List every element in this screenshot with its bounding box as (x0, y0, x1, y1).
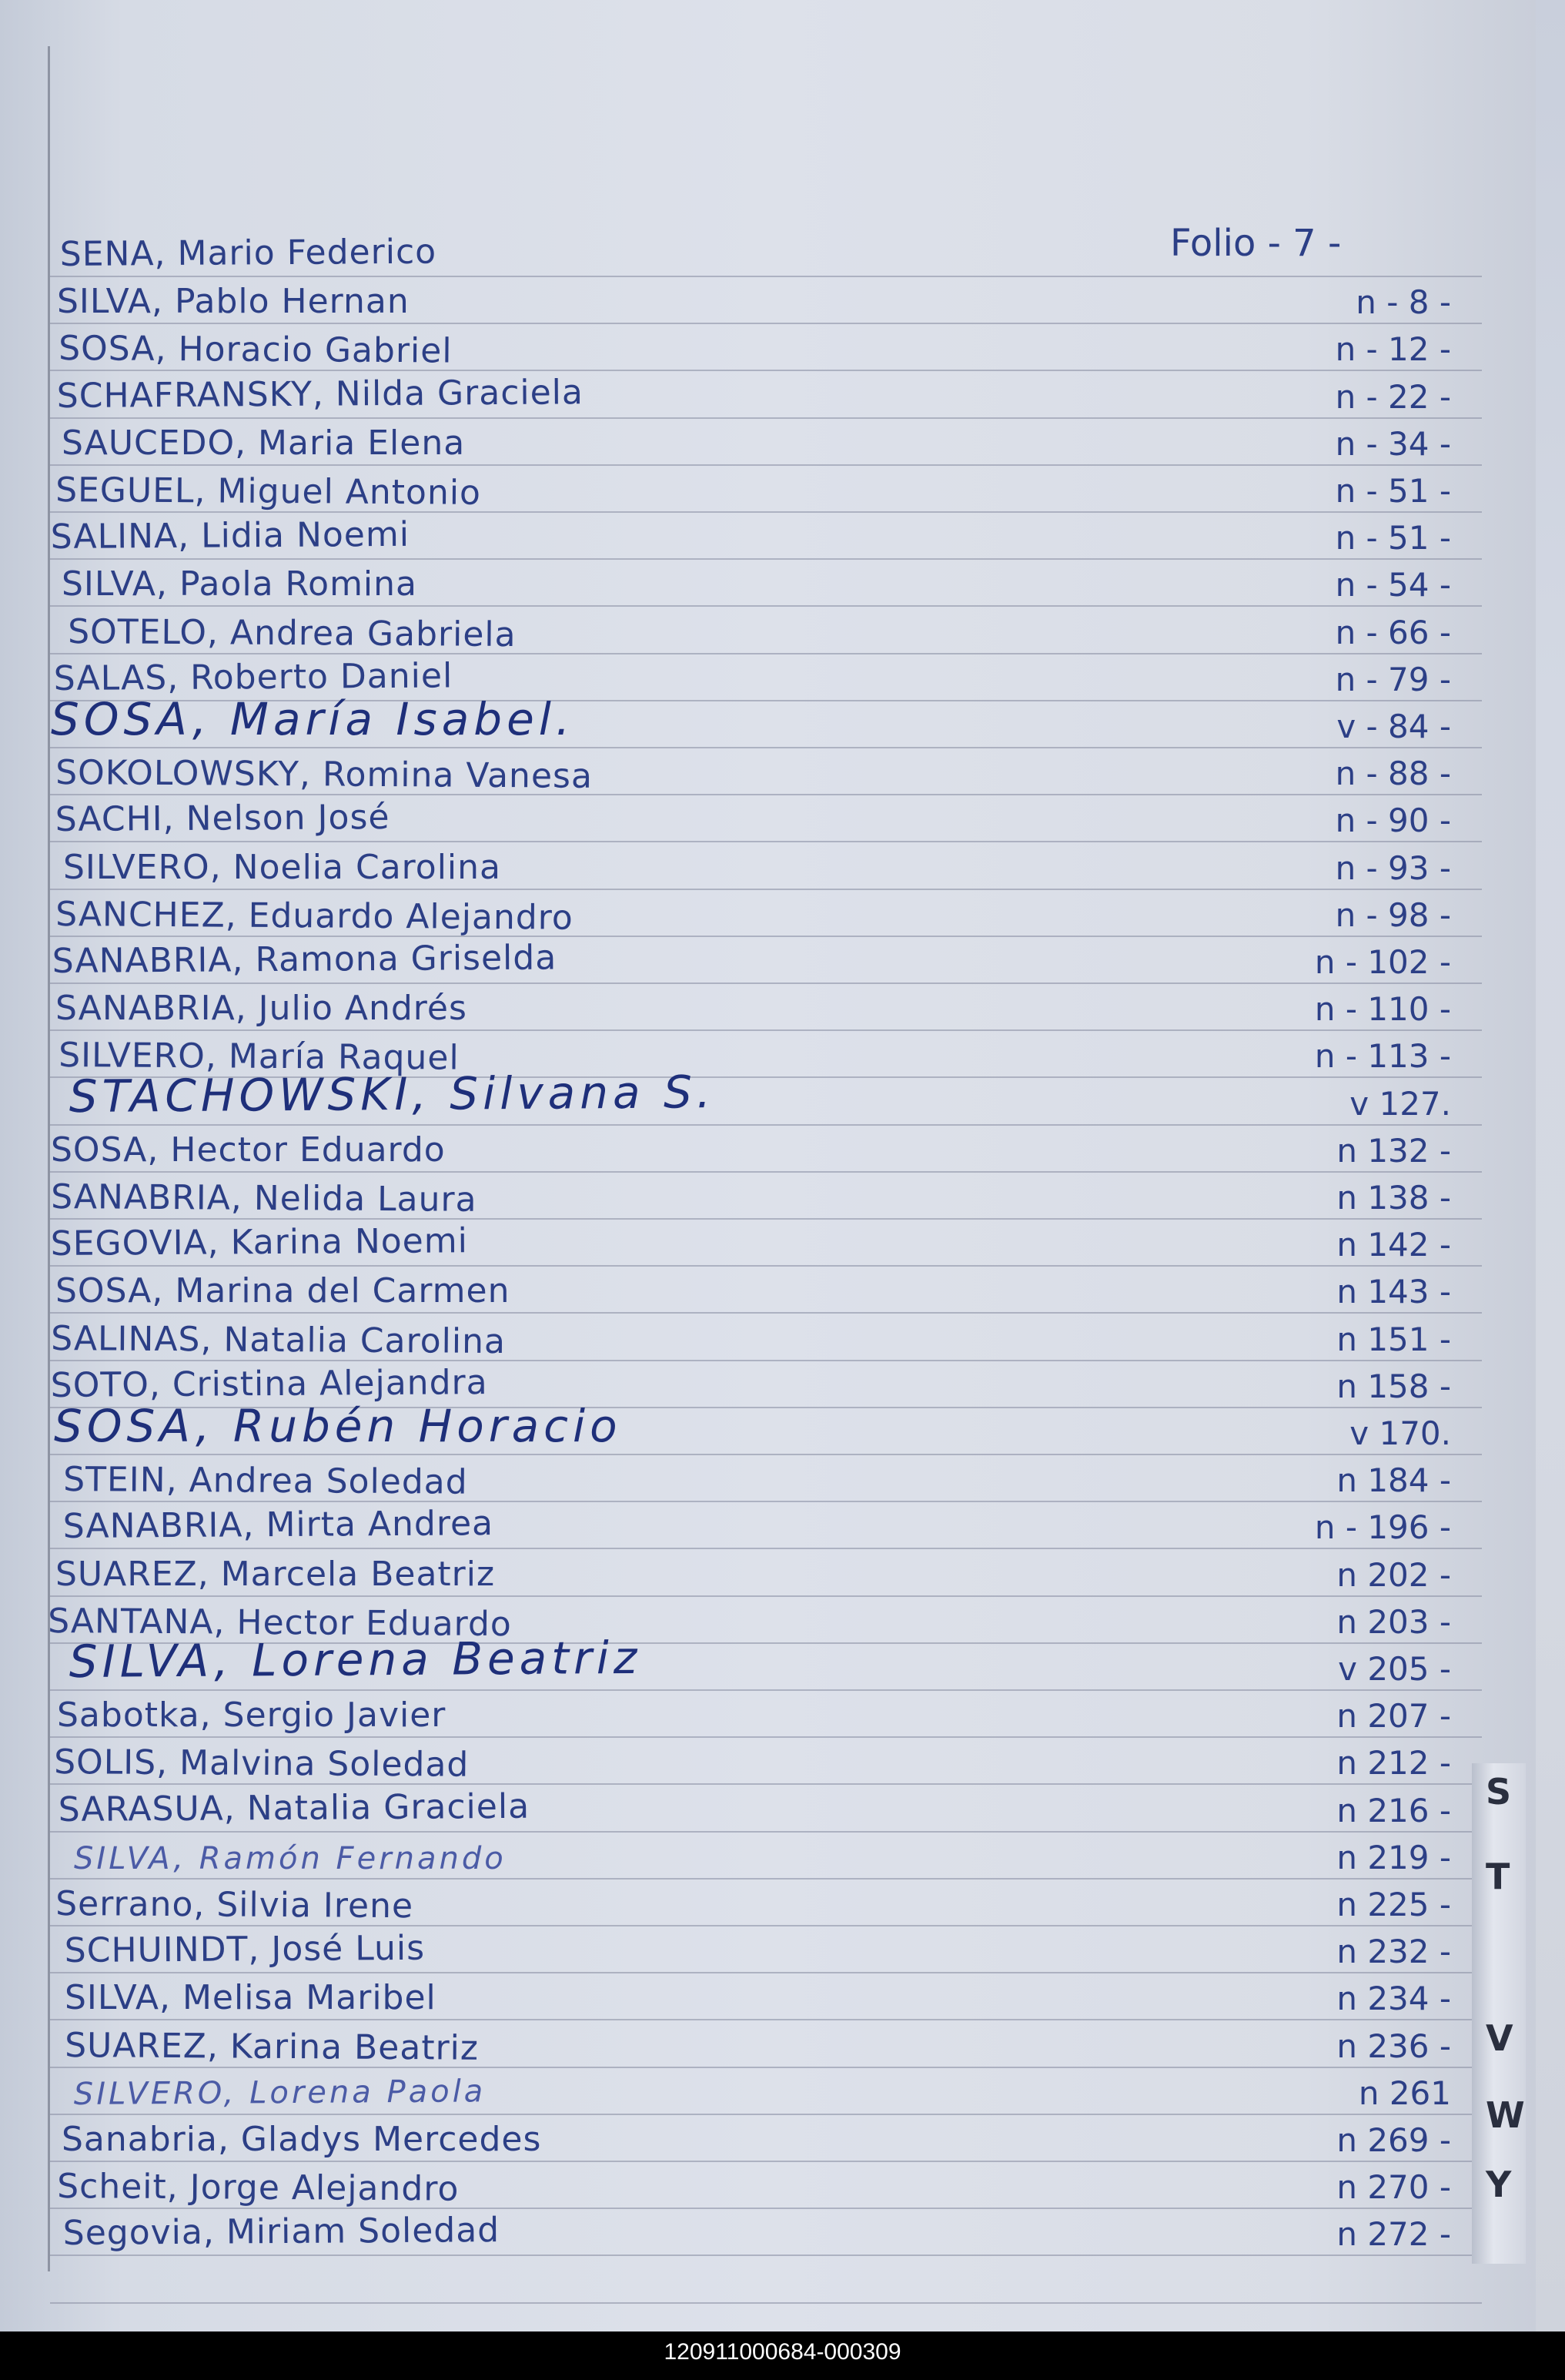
entry-name: SOTELO, Andrea Gabriela (68, 611, 517, 654)
entry-name: SILVERO, María Raquel (59, 1036, 460, 1079)
entry-folio: n 138 - (1336, 1179, 1451, 1217)
entry-name: SUAREZ, Marcela Beatriz (55, 1554, 496, 1594)
entry-folio: n - 90 - (1335, 802, 1451, 840)
list-item (0, 1315, 1536, 1363)
entry-name: SUAREZ, Karina Beatriz (65, 2025, 480, 2068)
entry-name: SEGOVIA, Karina Noemi (50, 1221, 469, 1264)
list-item (0, 1927, 1536, 1975)
list-item (0, 278, 1536, 326)
entry-name: Sanabria, Gladys Mercedes (62, 2120, 542, 2159)
entry-folio: n 132 - (1336, 1131, 1451, 1170)
list-item (0, 1400, 1536, 1457)
list-item (0, 1833, 1536, 1881)
entry-name: SOLIS, Malvina Soledad (54, 1742, 470, 1786)
index-tab-letter: Y (1486, 2164, 1512, 2205)
entry-folio: n 207 - (1336, 1697, 1451, 1736)
entry-folio: n - 22 - (1335, 377, 1451, 416)
entry-name: SILVA, Paola Romina (62, 564, 418, 604)
entry-name: SILVA, Melisa Maribel (65, 1978, 436, 2018)
list-item (0, 693, 1536, 750)
entry-name: SILVA, Ramón Fernando (74, 1840, 507, 1876)
entry-name: SEGUEL, Miguel Antonio (55, 470, 482, 513)
entry-name: Sabotka, Sergio Javier (57, 1695, 446, 1736)
entry-folio: v 127. (1349, 1084, 1451, 1123)
list-item (0, 2163, 1536, 2211)
entry-name: SILVA, Pablo Hernan (57, 282, 410, 322)
list-item (0, 2116, 1536, 2164)
list-item (0, 2069, 1536, 2117)
list-item (0, 2022, 1536, 2070)
entry-folio: n 234 - (1336, 1980, 1451, 2018)
entry-folio: n 216 - (1336, 1791, 1451, 1829)
entry-name: SANABRIA, Mirta Andrea (62, 1504, 494, 1547)
list-item (0, 1503, 1536, 1551)
list-item (0, 891, 1536, 939)
entry-name: SANABRIA, Julio Andrés (55, 989, 467, 1029)
entry-folio: n 261 (1358, 2074, 1451, 2112)
entry-name: STACHOWSKI, Silvana S. (69, 1065, 716, 1123)
entry-name: SOSA, Marina del Carmen (55, 1271, 510, 1311)
entry-folio: n - 12 - (1335, 330, 1451, 369)
entry-folio: n 203 - (1336, 1602, 1451, 1641)
list-item (0, 608, 1536, 656)
entry-name: SILVA, Lorena Beatriz (69, 1631, 642, 1688)
entry-folio: n - 51 - (1335, 519, 1451, 557)
entry-folio: n 236 - (1336, 2027, 1451, 2065)
entry-name: STEIN, Andrea Soledad (63, 1460, 468, 1502)
list-item (0, 1551, 1536, 1598)
entry-folio: n 212 - (1336, 1744, 1451, 1782)
entry-name: Serrano, Silvia Irene (55, 1884, 414, 1926)
list-item (0, 1220, 1536, 1268)
list-item (0, 1126, 1536, 1174)
list-item (0, 467, 1536, 514)
entry-name: SOSA, Rubén Horacio (54, 1400, 622, 1452)
entry-name: SANCHEZ, Eduardo Alejandro (55, 894, 574, 938)
entry-name: SARASUA, Natalia Graciela (58, 1786, 530, 1829)
entry-folio: n - 196 - (1314, 1508, 1451, 1547)
list-item (0, 1456, 1536, 1504)
entry-folio: n 151 - (1336, 1320, 1451, 1358)
index-tab-letter: S (1486, 1771, 1512, 1813)
entry-folio: v - 84 - (1336, 708, 1451, 745)
list-item (0, 1880, 1536, 1928)
index-tab-letter: W (1486, 2094, 1525, 2136)
entry-folio: n - 51 - (1335, 472, 1451, 510)
entry-folio: n 225 - (1336, 1886, 1451, 1923)
list-item (0, 373, 1536, 420)
entry-folio: n - 8 - (1356, 283, 1451, 322)
entry-folio: n 202 - (1336, 1555, 1451, 1594)
entry-name: SALAS, Roberto Daniel (53, 656, 453, 698)
entry-name: SCHUINDT, José Luis (64, 1928, 426, 1971)
list-item (0, 514, 1536, 561)
entry-folio: v 170. (1349, 1414, 1451, 1452)
entry-folio: n - 54 - (1335, 566, 1451, 604)
entry-name: SANTANA, Hector Eduardo (48, 1601, 512, 1645)
entry-name: SOSA, María Isabel. (51, 693, 575, 745)
entry-folio: n - 66 - (1335, 613, 1451, 651)
footer-bar (0, 2331, 1565, 2380)
list-item (0, 561, 1536, 608)
list-item (0, 938, 1536, 986)
entry-name: SAUCEDO, Maria Elena (62, 423, 466, 463)
list-item (0, 1065, 1536, 1127)
entry-folio: n - 102 - (1314, 943, 1451, 981)
list-item (0, 985, 1536, 1033)
entry-name: SOTO, Cristina Alejandra (50, 1362, 488, 1405)
entry-name: Scheit, Jorge Alejandro (57, 2167, 460, 2209)
list-item (0, 1786, 1536, 1834)
entry-name: SCHAFRANSKY, Nilda Graciela (56, 372, 584, 416)
entry-folio: n 143 - (1336, 1273, 1451, 1311)
entry-name: SOSA, Horacio Gabriel (59, 329, 453, 371)
entry-name: SALINAS, Natalia Carolina (51, 1318, 507, 1361)
entry-folio: n - 110 - (1314, 990, 1451, 1029)
list-item (0, 796, 1536, 844)
entry-name: SENA, Mario Federico (59, 232, 437, 274)
entry-folio: n 232 - (1336, 1933, 1451, 1971)
entry-name: SANABRIA, Nelida Laura (51, 1177, 477, 1220)
list-item (0, 749, 1536, 797)
list-item (0, 1267, 1536, 1315)
list-item (0, 325, 1536, 373)
list-item (0, 1692, 1536, 1739)
folio-header: Folio - 7 - (1170, 222, 1342, 265)
entry-name: SOKOLOWSKY, Romina Vanesa (55, 753, 594, 797)
entry-folio: n - 98 - (1335, 895, 1451, 934)
entry-folio: n - 93 - (1335, 849, 1451, 887)
entry-folio: n - 113 - (1314, 1037, 1451, 1076)
entry-name: SACHI, Nelson José (55, 798, 390, 840)
entry-folio: n - 79 - (1335, 660, 1451, 698)
document-code: 120911000684-000309 (664, 2339, 901, 2365)
list-item (0, 1631, 1536, 1692)
list-item (0, 2210, 1536, 2258)
entry-folio: n 158 - (1336, 1367, 1451, 1405)
entry-folio: v 205 - (1338, 1650, 1451, 1688)
entry-folio: n - 88 - (1335, 755, 1451, 793)
entry-name: SANABRIA, Ramona Griselda (52, 938, 557, 981)
entry-folio: n 219 - (1336, 1838, 1451, 1876)
list-item (0, 844, 1536, 892)
entry-name: SALINA, Lidia Noemi (50, 514, 410, 557)
index-tab-letter: T (1486, 1856, 1510, 1897)
index-tab-letter: V (1486, 2017, 1513, 2059)
entry-name: SILVERO, Lorena Paola (73, 2074, 487, 2112)
entry-folio: n 269 - (1336, 2121, 1451, 2159)
entry-folio: n 270 - (1336, 2168, 1451, 2207)
entry-name: Segovia, Miriam Soledad (62, 2211, 500, 2254)
entry-folio: n - 34 - (1335, 424, 1451, 463)
entry-folio: n 184 - (1336, 1461, 1451, 1500)
list-item (0, 1974, 1536, 2022)
entry-name: SOSA, Hector Eduardo (51, 1130, 446, 1170)
list-item (0, 420, 1536, 467)
entry-name: SILVERO, Noelia Carolina (63, 847, 501, 887)
list-item (0, 1739, 1536, 1786)
entry-folio: n 272 - (1336, 2215, 1451, 2254)
entry-folio: n 142 - (1336, 1226, 1451, 1264)
list-item (0, 1173, 1536, 1221)
